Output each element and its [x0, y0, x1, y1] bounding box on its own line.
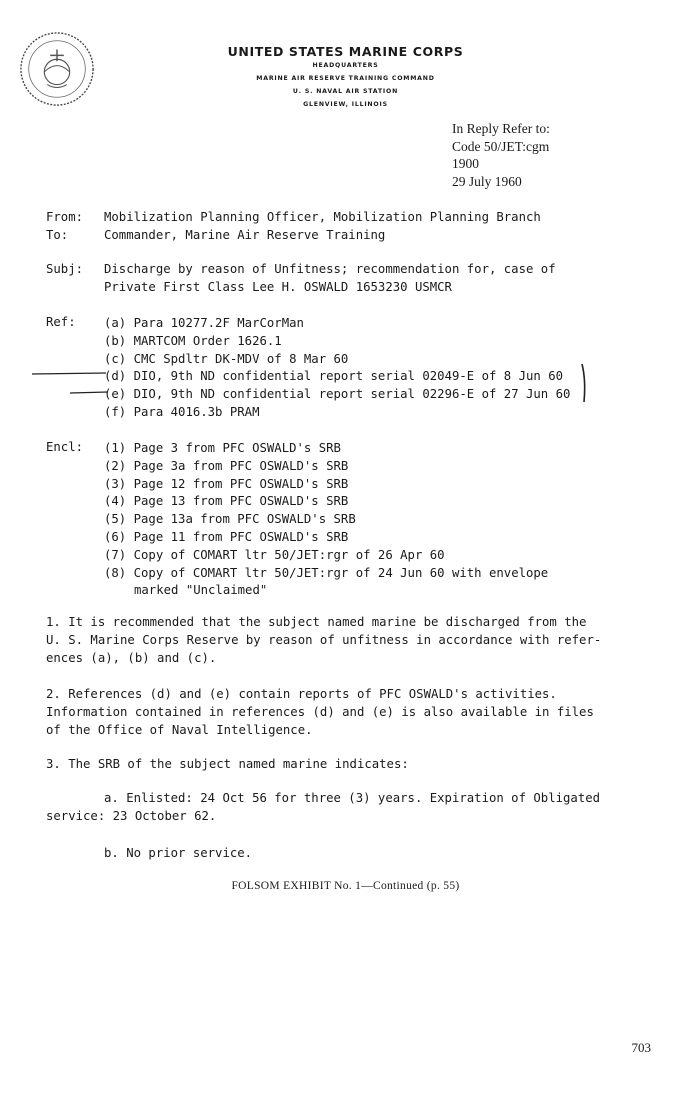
paragraph-1	[46, 614, 601, 667]
letterhead-line: GLENVIEW, ILLINOIS	[303, 101, 388, 108]
subject-label: Subj:	[46, 262, 84, 276]
from-label: From:	[46, 210, 84, 224]
letterhead-title: UNITED STATES MARINE CORPS	[227, 44, 464, 59]
reference-item: (c) CMC Spdltr DK-MDV of 8 Mar 60	[104, 351, 349, 366]
enclosure-item: (1) Page 3 from PFC OSWALD's SRB	[104, 441, 341, 455]
paragraph-3: 3. The SRB of the subject named marine indicates:	[46, 757, 409, 771]
marine-corps-seal	[18, 30, 96, 108]
enclosure-item: (3) Page 12 from PFC OSWALD's SRB	[104, 476, 349, 491]
paragraph-2	[46, 686, 594, 739]
reference-item: (b) MARTCOM Order 1626.1	[104, 333, 282, 348]
paragraph-3a	[46, 790, 600, 826]
exhibit-caption: FOLSOM EXHIBIT No. 1—Continued (p. 55)	[231, 880, 460, 892]
enclosures-list	[104, 440, 548, 600]
paragraph-line: of the Office of Naval Intelligence.	[46, 722, 313, 737]
reference-item: (f) Para 4016.3b PRAM	[104, 404, 260, 419]
enclosure-item: (2) Page 3a from PFC OSWALD's SRB	[104, 458, 349, 473]
enclosure-item-continuation: marked "Unclaimed"	[134, 583, 268, 598]
enclosure-item: (6) Page 11 from PFC OSWALD's SRB	[104, 529, 349, 544]
letter-date: 29 July 1960	[452, 173, 522, 189]
handwritten-marks	[30, 362, 590, 407]
paragraph-line: 2. References (d) and (e) contain reports of PFC OSWALD's activities.	[46, 687, 557, 701]
reference-item: (a) Para 10277.2F MarCorMan	[104, 316, 304, 330]
reference-item: (e) DIO, 9th ND confidential report serial 02296-E of 27 Jun 60	[104, 387, 571, 402]
enclosures-label: Encl:	[46, 440, 84, 454]
paragraph-3b: b. No prior service.	[104, 846, 253, 860]
enclosure-item: (4) Page 13 from PFC OSWALD's SRB	[104, 494, 349, 509]
paragraph-line: U. S. Marine Corps Reserve by reason of unfitness in accordance with refer-	[46, 632, 602, 647]
paragraph-line: 1. It is recommended that the subject named marine be discharged from the	[46, 615, 587, 629]
letterhead-line: HEADQUARTERS	[312, 62, 379, 69]
enclosure-item: (8) Copy of COMART ltr 50/JET:rgr of 24 Jun 60 with envelope	[104, 565, 549, 580]
reply-reference-block	[452, 120, 550, 190]
paragraph-line: a. Enlisted: 24 Oct 56 for three (3) years. Expiration of Obligated	[104, 791, 601, 805]
paragraph-line: service: 23 October 62.	[46, 808, 217, 823]
reference-item: (d) DIO, 9th ND confidential report serial 02049-E of 8 Jun 60	[104, 369, 564, 384]
paragraph-line: Information contained in references (d) and (e) is also available in files	[46, 704, 594, 719]
enclosure-item: (7) Copy of COMART ltr 50/JET:rgr of 26 Apr 60	[104, 547, 445, 562]
subject-line: Private First Class Lee H. OSWALD 1653230 USMCR	[104, 280, 452, 294]
from-value: Mobilization Planning Officer, Mobilization Planning Branch	[104, 210, 541, 224]
subject-line: Discharge by reason of Unfitness; recommendation for, case of	[104, 262, 556, 276]
enclosure-item: (5) Page 13a from PFC OSWALD's SRB	[104, 512, 356, 527]
page-number: 703	[631, 1040, 651, 1055]
to-label: To:	[46, 228, 69, 242]
letterhead-line: U. S. NAVAL AIR STATION	[292, 88, 399, 95]
reply-file-number: 1900	[452, 156, 479, 171]
reply-code: Code 50/JET:cgm	[452, 138, 550, 154]
reply-line: In Reply Refer to:	[452, 121, 550, 136]
letterhead-line: MARINE AIR RESERVE TRAINING COMMAND	[256, 75, 435, 82]
to-value: Commander, Marine Air Reserve Training	[104, 228, 386, 242]
references-label: Ref:	[46, 315, 76, 329]
paragraph-line: ences (a), (b) and (c).	[46, 650, 217, 665]
